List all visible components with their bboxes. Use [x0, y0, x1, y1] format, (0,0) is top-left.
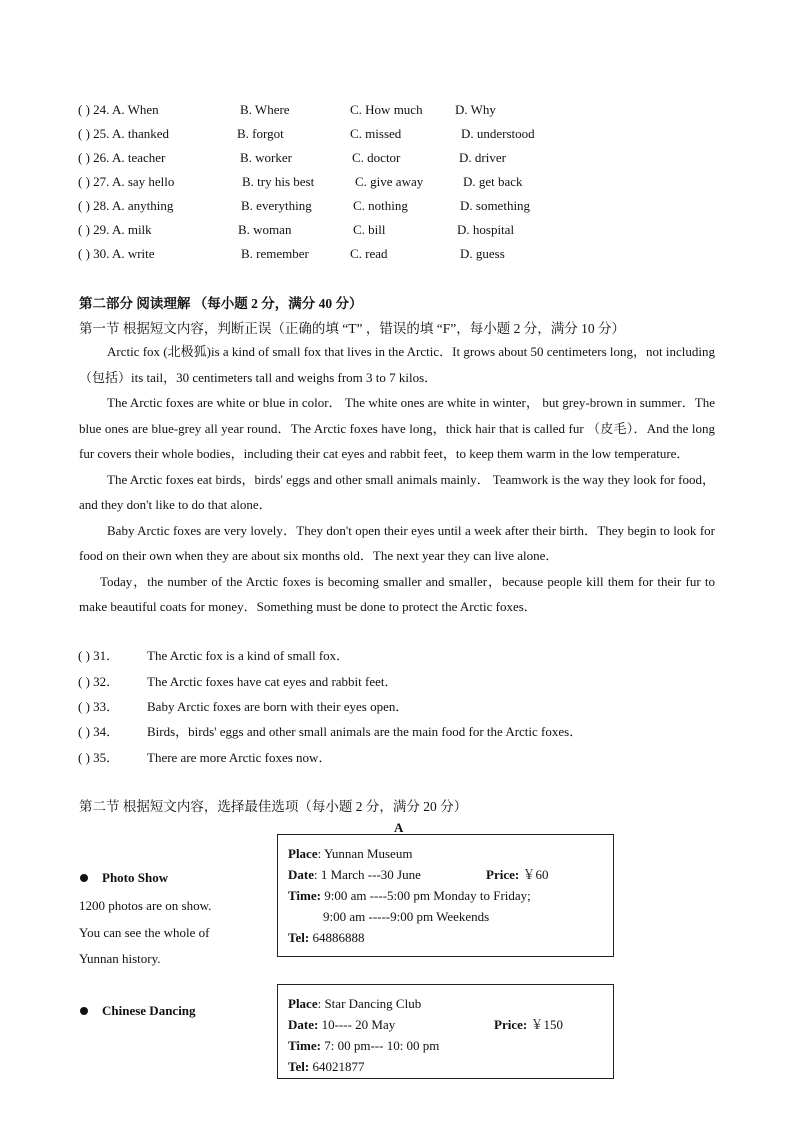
mcq-num-a: ( ) 30. A. write [78, 246, 155, 261]
dance-tel-line [288, 1056, 603, 1077]
passage-paragraph-1: Arctic fox (北极狐)is a kind of small fox that lives in the Arctic．It grows about 50 centimeters long，not including（包括）its tail，30 centimeters tall and weighs from 3 to 7 kilos． [79, 344, 715, 385]
dance-price-value: ￥150 [527, 1017, 563, 1032]
tf-num: ( ) 32． [78, 674, 120, 689]
mcq-num-a: ( ) 29. A. milk [78, 222, 152, 237]
mcq-option-c: C. How much [350, 102, 423, 117]
section1-heading: 第一节 根据短文内容，判断正误（正确的填 “T” ，错误的填 “F”，每小题 2 分，满分 10 分） [79, 321, 625, 336]
photo-time-value-1: 9:00 am ----5:00 pm Monday to Friday; [320, 888, 531, 903]
photo-show-info-box [277, 834, 614, 957]
dance-date-label: Date: [288, 1017, 319, 1032]
photo-desc-line-3: Yunnan history. [79, 951, 161, 966]
dance-time-label: Time: [288, 1038, 321, 1053]
mcq-option-b: B. Where [240, 102, 290, 117]
photo-price [486, 864, 548, 885]
dance-time-value: 7: 00 pm--- 10: 00 pm [320, 1038, 440, 1053]
tf-num: ( ) 34． [78, 724, 120, 739]
photo-price-value: ￥60 [519, 867, 549, 882]
mcq-option-b: B. forgot [237, 126, 284, 141]
mcq-num-a: ( ) 26. A. teacher [78, 150, 166, 165]
photo-show-title [80, 870, 168, 886]
mcq-num-a: ( ) 24. A. When [78, 102, 159, 117]
passage-label-a: A [394, 820, 404, 835]
photo-place-label: Place [288, 846, 318, 861]
section2-heading: 第二节 根据短文内容，选择最佳选项（每小题 2 分，满分 20 分） [79, 799, 468, 814]
tf-text: Birds，birds' eggs and other small animals are the main food for the Arctic foxes． [147, 724, 583, 739]
photo-time-line-2 [288, 906, 603, 927]
chinese-dancing-info-box [277, 984, 614, 1079]
photo-time-line-1 [288, 885, 603, 906]
tf-num: ( ) 31． [78, 648, 120, 663]
photo-price-label: Price: [486, 867, 520, 882]
dance-price [494, 1014, 563, 1035]
mcq-option-b: B. try his best [242, 174, 315, 189]
part2-heading: 第二部分 阅读理解 （每小题 2 分，满分 40 分） [79, 296, 363, 311]
tf-num: ( ) 33． [78, 699, 120, 714]
photo-time-label: Time: [288, 888, 321, 903]
photo-date-line [288, 864, 603, 885]
passage-paragraph-3: The Arctic foxes eat birds，birds' eggs and other small animals mainly． Teamwork is the way they look for food，and they don't like to do that alone． [79, 471, 715, 512]
mcq-option-d: D. driver [459, 150, 506, 165]
tf-num: ( ) 35． [78, 750, 120, 765]
mcq-option-d: D. understood [461, 126, 535, 141]
chinese-dancing-title-text: Chinese Dancing [102, 1003, 196, 1018]
passage-paragraph-2: The Arctic foxes are white or blue in color． The white ones are white in winter， but grey-brown in summer．The blue ones are blue-grey all year round．The Arctic foxes have long，thick hair that is called fur （皮毛）．And the long fur covers their whole bodies，including their cat eyes and rabbit feet，to keep them warm in the low temperature． [79, 395, 715, 461]
photo-desc-line-1: 1200 photos are on show. [79, 898, 212, 913]
mcq-num-a: ( ) 25. A. thanked [78, 126, 169, 141]
mcq-option-c: C. read [350, 246, 388, 261]
mcq-option-c: C. bill [353, 222, 386, 237]
photo-show-title-text: Photo Show [102, 870, 169, 885]
photo-tel-line [288, 927, 603, 948]
mcq-option-c: C. missed [350, 126, 402, 141]
dance-place-value: : Star Dancing Club [317, 996, 422, 1011]
photo-place-value: : Yunnan Museum [317, 846, 413, 861]
dance-price-label: Price: [494, 1017, 528, 1032]
dance-place-label: Place [288, 996, 318, 1011]
mcq-option-b: B. woman [238, 222, 292, 237]
mcq-option-c: C. doctor [352, 150, 401, 165]
photo-time-value-2: 9:00 am -----9:00 pm Weekends [323, 909, 490, 924]
tf-text: The Arctic foxes have cat eyes and rabbit feet． [147, 674, 398, 689]
tf-text: Baby Arctic foxes are born with their eyes open． [147, 699, 409, 714]
photo-show-description [79, 893, 211, 973]
mcq-option-b: B. remember [241, 246, 309, 261]
chinese-dancing-title [80, 1003, 196, 1019]
tf-text: There are more Arctic foxes now． [147, 750, 332, 765]
photo-date-label: Date [288, 867, 314, 882]
dance-place-line [288, 993, 603, 1014]
mcq-option-d: D. something [460, 198, 531, 213]
passage-paragraph-4: Baby Arctic foxes are very lovely．They don't open their eyes until a week after their birth．They begin to look for food on their own when they are about six months old．The next year they can live alone． [79, 522, 715, 563]
mcq-option-d: D. Why [455, 102, 496, 117]
mcq-option-d: D. guess [460, 246, 505, 261]
passage-paragraph-5: Today，the number of the Arctic foxes is becoming smaller and smaller，because people kill them for their fur to make beautiful coats for money．Something must be done to protect the Arctic foxes． [79, 573, 715, 614]
dance-time-line [288, 1035, 603, 1056]
dance-date-value: 10---- 20 May [318, 1017, 396, 1032]
mcq-num-a: ( ) 27. A. say hello [78, 174, 175, 189]
passage [79, 339, 715, 620]
photo-place-line [288, 843, 603, 864]
bullet-icon [80, 1007, 88, 1015]
mcq-option-c: C. give away [355, 174, 424, 189]
mcq-option-b: B. worker [240, 150, 292, 165]
bullet-icon [80, 874, 88, 882]
photo-tel-label: Tel: [288, 930, 310, 945]
photo-tel-value: 64886888 [309, 930, 365, 945]
dance-tel-label: Tel: [288, 1059, 310, 1074]
dance-date-line [288, 1014, 603, 1035]
dance-tel-value: 64021877 [309, 1059, 365, 1074]
tf-text: The Arctic fox is a kind of small fox． [147, 648, 350, 663]
mcq-option-d: D. get back [463, 174, 523, 189]
photo-desc-line-2: You can see the whole of [79, 924, 210, 940]
photo-date-value: : 1 March ---30 June [314, 867, 421, 882]
mcq-num-a: ( ) 28. A. anything [78, 198, 174, 213]
mcq-option-d: D. hospital [457, 222, 515, 237]
mcq-option-c: C. nothing [353, 198, 408, 213]
mcq-option-b: B. everything [241, 198, 312, 213]
